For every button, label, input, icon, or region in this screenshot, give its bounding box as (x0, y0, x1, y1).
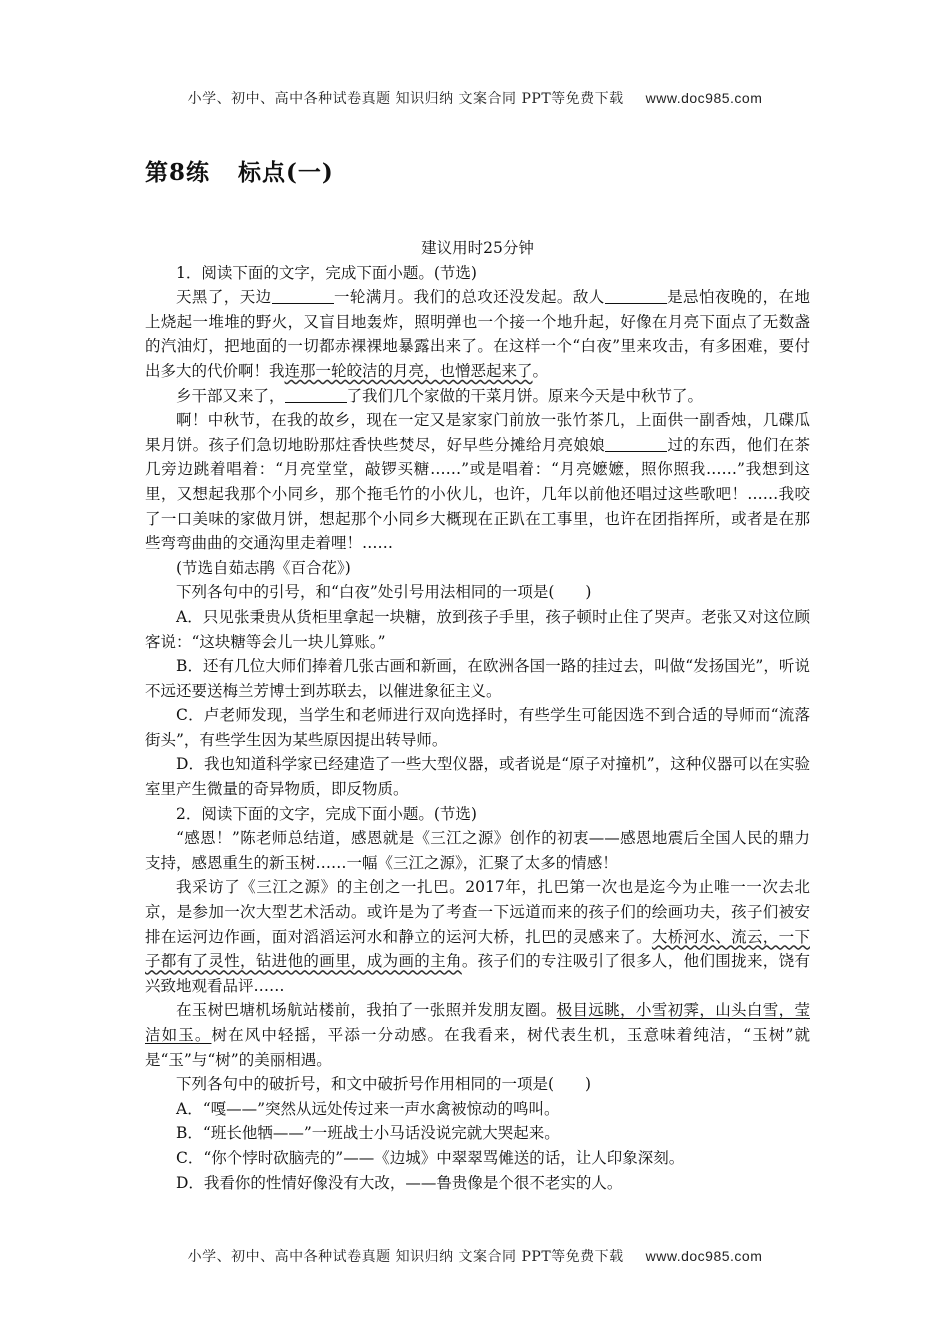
q1-p1-a: 天黑了，天边 (176, 288, 272, 307)
page-footer (0, 1246, 950, 1266)
q2-option-a: A．“嘎——”突然从远处传过来一声水禽被惊动的鸣叫。 (176, 1099, 560, 1118)
q2-wavy-sentence: 大桥河水、流云，一下子都有了灵性，钻进他的画里，成为画的主角 (145, 927, 810, 971)
q1-p2-a: 乡干部又来了， (176, 386, 285, 405)
q1-p3-a: 啊！中秋节，在我的故乡，现在一定又是家家门前放一张竹茶几，上面供一副香烛，几碟瓜果月饼。孩子们急切地盼那炷香快些焚尽，好早些分摊给月亮娘娘 (145, 411, 810, 454)
q1-p1-d: 。 (532, 361, 549, 380)
q1-p1-c: 是忌怕夜晚的，在地上烧起一堆堆的野火，又盲目地轰炸，照明弹也一个接一个地升起，好像在月亮下面点了无数盏的汽油灯，把地面的一切都赤裸裸地暴露出来了。在这样一个“白夜”里来攻击，有多困难，要付出多大的代价啊！我 (145, 288, 810, 380)
q1-question: 下列各句中的引号，和“白夜”处引号用法相同的一项是( ) (176, 583, 592, 602)
page-title (145, 154, 334, 187)
q2-paragraph-1: “感恩！”陈老师总结道，感恩就是《三江之源》创作的初衷——感恩地震后全国人民的鼎力支持，感恩重生的新玉树……一幅《三江之源》，汇聚了太多的情感！ (145, 829, 810, 872)
q1-option-b: B．还有几位大师们捧着几张古画和新画，在欧洲各国一路的挂过去，叫做“发扬国光”，听说不远还要送梅兰芳博士到苏联去，以催进象征主义。 (145, 657, 810, 700)
q2-underlined-sentence: 极目远眺，小雪初霁，山头白雪，莹洁如玉。 (145, 1001, 810, 1044)
q1-p1-b: 一轮满月。我们的总攻还没发起。敌人 (333, 288, 605, 307)
q1-paragraph-1 (145, 285, 810, 383)
fill-blank (285, 387, 347, 403)
q2-p2-a: 我采访了《三江之源》的主创之一扎巴。2017年，扎巴第一次也是迄今为止唯一一次去北京，是参加一次大型艺术活动。或许是为了考查一下远道而来的孩子们的绘画功夫，孩子们被安排在运河边作画，面对滔滔运河水和静立的运河大桥，扎巴的灵感来了。 (145, 878, 810, 946)
header-site: www.doc985.com (645, 90, 763, 106)
q2-p3-a: 在玉树巴塘机场航站楼前，我拍了一张照并发朋友圈。 (176, 1001, 557, 1020)
exercise-content (145, 236, 810, 1195)
page-header (0, 88, 950, 108)
q1-intro: 1．阅读下面的文字，完成下面小题。(节选) (176, 263, 477, 282)
footer-text: 小学、初中、高中各种试卷真题 知识归纳 文案合同 PPT等免费下载 (187, 1249, 624, 1265)
q1-p3-b: 过的东西，他们在茶几旁边跳着唱着：“月亮堂堂，敲锣买糖……”或是唱着：“月亮嬷嬷，照你照我……”我想到这里，又想起我那个小同乡，那个拖毛竹的小伙儿，也许，几年以前他还唱过这些歌吧！……我咬了一口美味的家做月饼，想起那个小同乡大概现在正趴在工事里，也许在团指挥所，或者是在那些弯弯曲曲的交通沟里走着哩！…… (145, 435, 810, 553)
footer-site: www.doc985.com (645, 1248, 763, 1264)
q2-intro: 2．阅读下面的文字，完成下面小题。(节选) (176, 804, 477, 823)
q1-source: (节选自茹志鹃《百合花》) (176, 558, 351, 577)
q1-option-d: D．我也知道科学家已经建造了一些大型仪器，或者说是“原子对撞机”，这种仪器可以在实验室里产生微量的奇异物质，即反物质。 (145, 755, 810, 799)
title-name: 标点(一) (238, 159, 334, 186)
time-hint: 建议用时25分钟 (421, 239, 534, 257)
fill-blank (605, 288, 667, 304)
fill-blank (272, 288, 334, 304)
q2-p3-b: 树在风中轻摇，平添一分动感。在我看来，树代表生机，玉意味着纯洁，“玉树”就是“玉”与“树”的美丽相遇。 (145, 1026, 810, 1069)
q1-paragraph-3 (145, 408, 810, 556)
fill-blank (605, 436, 667, 452)
q1-option-c: C．卢老师发现，当学生和老师进行双向选择时，有些学生可能因选不到合适的导师而“流落街头”，有些学生因为某些原因提出转导师。 (145, 706, 810, 749)
q2-paragraph-2 (145, 875, 810, 998)
header-text: 小学、初中、高中各种试卷真题 知识归纳 文案合同 PPT等免费下载 (187, 91, 624, 107)
q2-option-d: D．我看你的性情好像没有大改，——鲁贵像是个很不老实的人。 (176, 1173, 623, 1192)
q2-p2-b: 。孩子们的专注吸引了很多人，他们围拢来，饶有兴致地观看品评…… (145, 952, 810, 995)
q1-paragraph-2 (145, 384, 810, 409)
q2-paragraph-3 (145, 998, 810, 1072)
q1-wavy-sentence: 连那一轮皎洁的月亮，也憎恶起来了 (284, 361, 533, 380)
q2-option-b: B．“班长他牺——”一班战士小马话没说完就大哭起来。 (176, 1124, 560, 1143)
title-number: 第8练 (145, 159, 211, 186)
q2-question: 下列各句中的破折号，和文中破折号作用相同的一项是( ) (176, 1075, 592, 1094)
q2-option-c: C．“你个悖时砍脑壳的”——《边城》中翠翠骂傩送的话，让人印象深刻。 (176, 1148, 685, 1167)
q1-option-a: A．只见张秉贵从货柜里拿起一块糖，放到孩子手里，孩子顿时止住了哭声。老张又对这位顾客说：“这块糖等会儿一块儿算账。” (145, 607, 810, 651)
q1-p2-b: 了我们几个家做的干菜月饼。原来今天是中秋节了。 (346, 386, 704, 405)
